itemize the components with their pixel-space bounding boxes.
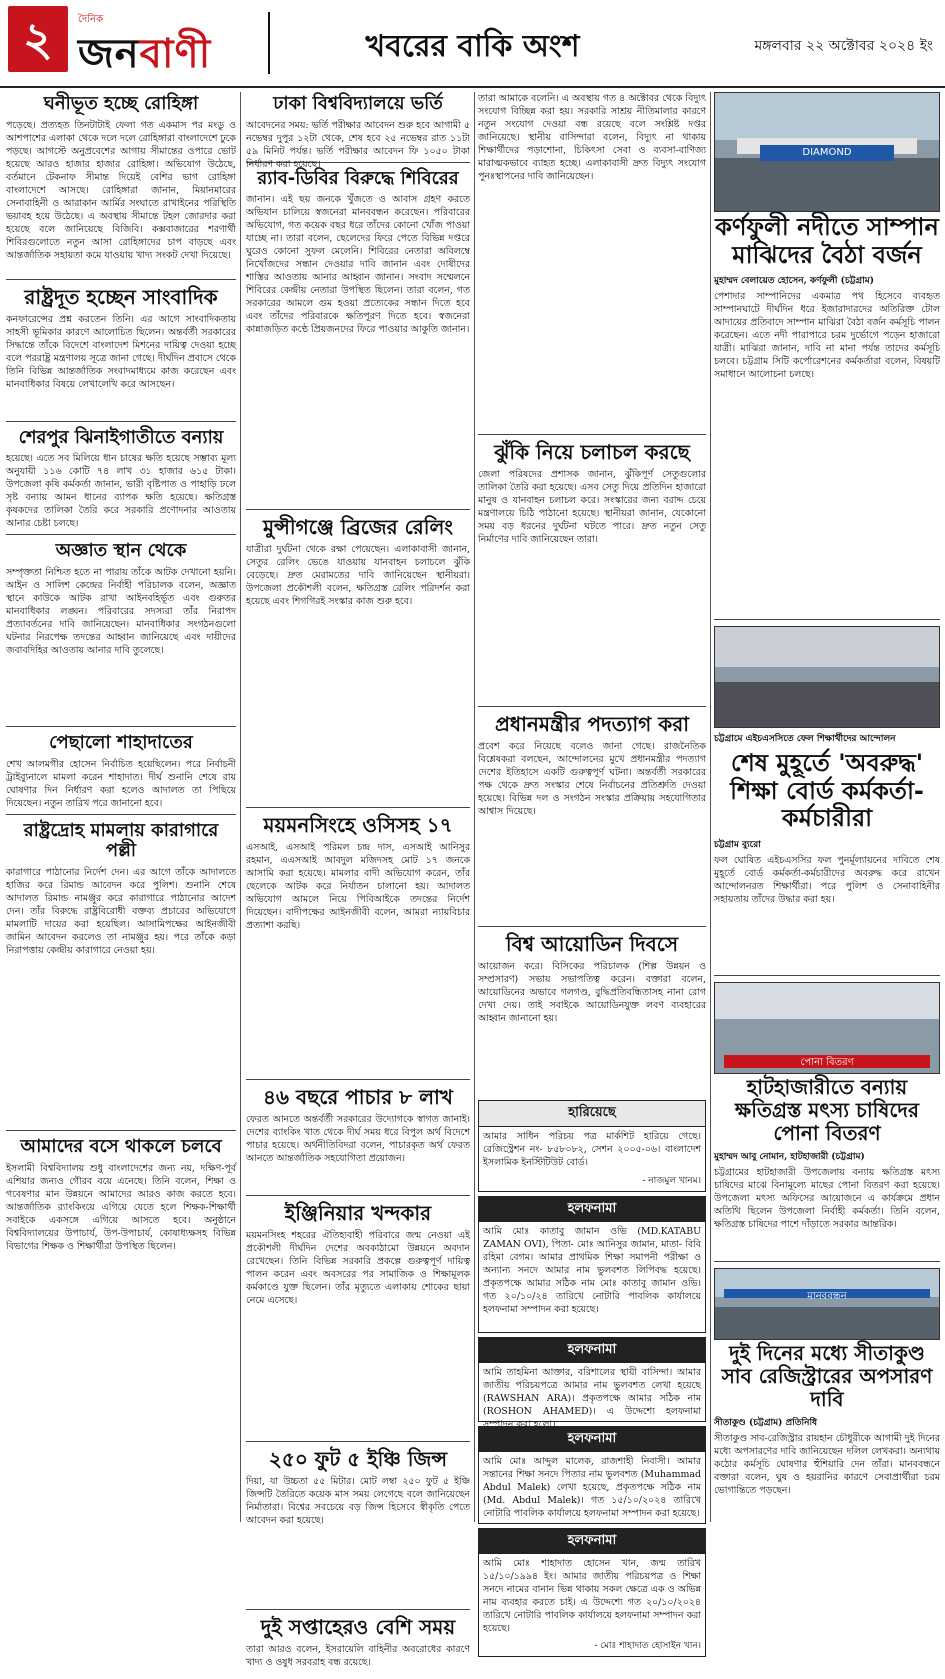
notice-signature: - মোঃ শাহাদাত হোসাইন খান। xyxy=(594,1641,701,1651)
headline: র‍্যাব-ডিবির বিরুদ্ধে শিবিরের xyxy=(257,167,459,189)
notice-header: হারিয়েছে xyxy=(479,1101,705,1127)
story-body: ময়মনসিংহ শহরের ঐতিহ্যবাহী পরিবারে জন্ম নেওয়া এই প্রকৌশলী দীর্ঘদিন দেশের অবকাঠামো উন্নয়নে অবদান রেখেছেন। তিনি বিভিন্ন সরকারি প্রকল্পে গুরুত্বপূর্ণ দায়িত্ব পালন করেন এবং অবসরের পর সামাজিক ও শিক্ষামূলক কর্মকাণ্ডে যুক্ত ছিলেন। তাঁর মৃত্যুতে এলাকায় শোকের ছায়া নেমে এসেছে। xyxy=(246,1230,470,1307)
headline: বিশ্ব আয়োডিন দিবসে xyxy=(505,932,679,956)
notice-header: হলফনামা xyxy=(479,1338,705,1363)
notice-header: হলফনামা xyxy=(479,1197,705,1222)
headline: পেছালো শাহাদাতের xyxy=(49,732,193,754)
story-rab-db xyxy=(246,169,470,511)
story-continued xyxy=(478,92,706,435)
byline: মুহাম্মদ আবু নোমান, হাটহাজারী (চট্টগ্রাম) xyxy=(714,1151,865,1162)
photo-banner: মানববন্ধন xyxy=(724,1289,930,1299)
photo-fish-distribution xyxy=(714,982,940,1074)
story-body: চট্টগ্রামের হাটহাজারী উপজেলায় বন্যায় ক্ষতিগ্রস্ত মৎস্য চাষিদের মাঝে বিনামূল্যে মাছের পোনা বিতরণ করা হয়েছে। উপজেলা মৎস্য অফিসের আয়োজনে এ কার্যক্রমে প্রধান অতিথি ছিলেন উপজেলা নির্বাহী কর্মকর্তা। তিনি বলেন, ক্ষতিগ্রস্ত চাষিদের পাশে দাঁড়াতে সরকার আন্তরিক। xyxy=(714,1166,940,1230)
story-jeans xyxy=(246,1448,470,1610)
headline: ২৫০ ফুট ৫ ইঞ্চি জিন্স xyxy=(268,1447,448,1472)
story-body: সীতাকুণ্ড সাব-রেজিস্ট্রার রায়হান চৌধুরীকে আগামী দুই দিনের মধ্যে অপসারণের দাবি জানিয়েছেন দলিল লেখকরা। অন্যথায় কঠোর কর্মসূচি ঘোষণার হুঁশিয়ারি দেন তাঁরা। মানববন্ধনে বক্তারা বলেন, ঘুষ ও হয়রানির কারণে সেবাপ্রার্থীরা চরম ভোগান্তিতে পড়ছেন। xyxy=(714,1432,940,1496)
headline: প্রধানমন্ত্রীর পদত্যাগ করা xyxy=(494,712,690,736)
photo-banner: পোনা বিতরণ xyxy=(724,1055,930,1068)
story-body: ইসলামী বিশ্ববিদ্যালয় শুধু বাংলাদেশের জন্য নয়, দক্ষিণ-পূর্ব এশিয়ার জন্যও গৌরব বয়ে এনেছে। তিনি বলেন, শিক্ষা ও গবেষণার মান উন্নয়নে আমাদের আরও কাজ করতে হবে। আন্তর্জাতিক র‍্যাংকিংয়ে এগিয়ে যেতে হলে শিক্ষক-শিক্ষার্থী সবাইকে একসঙ্গে এগিয়ে আসতে হবে। অনুষ্ঠানে বিশ্ববিদ্যালয়ের উপাচার্য, উপ-উপাচার্য, কোষাধ্যক্ষসহ বিভিন্ন বিভাগের শিক্ষক ও শিক্ষার্থীরা উপস্থিত ছিলেন। xyxy=(6,1162,236,1252)
story-body: কনফারেন্সের প্রশ্ন করতেন তিনি। এর আগে সাংবাদিকতায় সাহসী ভূমিকার কারণে আলোচিত ছিলেন। অন্তর্বর্তী সরকারের সিদ্ধান্তে তাঁকে বিদেশে বাংলাদেশ মিশনের দায়িত্ব দেওয়া হচ্ছে বলে পররাষ্ট্র মন্ত্রণালয় সূত্রে জানা গেছে। দীর্ঘদিন প্রবাসে থেকে তিনি বিভিন্ন আন্তর্জাতিক সংবাদমাধ্যমে কাজ করেছেন এবং মানবাধিকার বিষয়ে লেখালেখি করে আসছেন। xyxy=(6,313,236,390)
masthead xyxy=(0,0,945,88)
headline: রাষ্ট্রদ্রোহ মামলায় কারাগারে পল্লী xyxy=(23,819,219,862)
story-body: তারা আমাকে বলেনি। এ অবস্থায় গত ৪ অক্টোবর থেকে বিদ্যুৎ সংযোগ বিচ্ছিন্ন করা হয়। সরকারি সাশ্রয় নীতিমালার কারণে নতুন সংযোগ দেওয়া বন্ধ রয়েছে বলে সংশ্লিষ্ট দপ্তর জানিয়েছে। স্থানীয় বাসিন্দারা বলেন, বিদ্যুৎ না থাকায় শিক্ষার্থীদের পড়াশোনা, চিকিৎসা সেবা ও ব্যবসা-বাণিজ্য মারাত্মকভাবে ব্যাহত হচ্ছে। এলাকাবাসী দ্রুত বিদ্যুৎ সংযোগ পুনঃস্থাপনের দাবি জানিয়েছেন। xyxy=(478,93,706,182)
brand-prefix: দৈনিক xyxy=(78,14,104,25)
story-body: আবেদনের সময়: ভর্তি পরীক্ষার আবেদন শুরু হবে আগামী ৫ নভেম্বর দুপুর ১২টা থেকে, শেষ হবে ২৫ নভেম্বর রাত ১১টা ৫৯ মিনিট পর্যন্ত। ভর্তি পরীক্ষার আবেদন ফি ১০৫০ টাকা নির্ধারণ করা হয়েছে। xyxy=(246,119,470,170)
story-body: শেখ আলমগীর হোসেন নির্বাচিত হয়েছিলেন। পরে নির্বাচনী ট্রাইব্যুনালে মামলা করেন শাহাদাত। দীর্ঘ শুনানি শেষে রায় ঘোষণার দিন নির্ধারণ করা হলেও আদালত তা পিছিয়ে দিয়েছেন। নতুন তারিখ পরে জানানো হবে। xyxy=(6,758,236,809)
headline: ৪৬ বছরে পাচার ৮ লাখ xyxy=(263,1085,453,1110)
story-body: হয়েছে। এতে সব মিলিয়ে ধান চাষের ক্ষতি হয়েছে সম্ভাব্য মূল্য অনুযায়ী ১১৬ কোটি ৭৪ লাখ ৩১ হাজার ৬১৫ টাকা। উপজেলা কৃষি কর্মকর্তা জানান, ভারী বৃষ্টিপাত ও পাহাড়ি ঢলে সৃষ্ট বন্যায় আমন ধানের ব্যাপক ক্ষতি হয়েছে। ক্ষতিগ্রস্ত কৃষকদের তালিকা তৈরি করে সরকারি প্রণোদনার আওতায় আনার চেষ্টা চলছে। xyxy=(6,453,236,530)
story-body: আয়োজন করে। বিসিকের পরিচালক (শিল্প উন্নয়ন ও সম্প্রসারণ) সভায় সভাপতিত্ব করেন। বক্তারা বলেন, আয়োডিনের অভাবে গলগণ্ড, বুদ্ধিপ্রতিবন্ধিতাসহ নানা রোগ দেখা দেয়। তাই সবাইকে আয়োডিনযুক্ত লবণ ব্যবহারের আহ্বান জানানো হয়। xyxy=(478,961,706,1024)
column-3 xyxy=(478,92,706,1661)
story-bridge-railing xyxy=(246,516,470,808)
story-body: সম্পৃক্ততা নিশ্চিত হতে না পারায় তাঁকে আটক দেখানো হয়নি। আইন ও সালিশ কেন্দ্রের নির্বাহী পরিচালক বলেন, অজ্ঞাত স্থানে কাউকে আটক রাখা আইনবহির্ভূত এবং গুরুতর মানবাধিকার লঙ্ঘন। পরিবারের সদস্যরা তাঁর নিরাপদ প্রত্যাবর্তনের দাবি জানিয়েছেন। মানবাধিকার সংগঠনগুলো ঘটনার নিরপেক্ষ তদন্তের আহ্বান জানিয়েছে এবং দায়ীদের জবাবদিহির আওতায় আনার দাবি তুলেছে। xyxy=(6,567,236,657)
story-pm-resign xyxy=(478,713,706,927)
story-body: এসআই, এসআই পরিমল চন্দ্র দাস, এসআই আনিসুর রহমান, এএসআই আবদুল মজিদসহ মোট ১৭ জনকে আসামি করা হয়েছে। মামলার বাদী অভিযোগ করেন, তাঁর ছেলেকে আটক করে নির্যাতন চালানো হয়। আদালত অভিযোগ আমলে নিয়ে পিবিআইকে তদন্তের নির্দেশ দিয়েছেন। বাদীপক্ষের আইনজীবী বলেন, আমরা ন্যায়বিচার প্রত্যাশা করছি। xyxy=(246,842,470,932)
story-body: ফল ঘোষিত এইচএসসির ফল পুনর্মূল্যায়নের দাবিতে শেষ মুহূর্তে বোর্ড কর্মকর্তা-কর্মচারীদের অবরুদ্ধ করে রাখেন আন্দোলনরত শিক্ষার্থীরা। পরে পুলিশ ও সেনাবাহিনীর সহায়তায় তাঁদের উদ্ধার করা হয়। xyxy=(714,854,940,905)
notice-body: আমি মোঃ শাহাদাত হোসেন খান, জন্ম তারিখ ১৫/১০/১৯৯৪ ইং। আমার জাতীয় পরিচয়পত্র ও শিক্ষা সনদে নামের বানান ভিন্ন থাকায় সকল ক্ষেত্রে এক ও অভিন্ন নাম ব্যবহার করতে চাই। এ উদ্দেশ্যে গত ২০/১০/২০২৪ তারিখে নোটারি পাবলিক কার্যালয়ে হলফনামা সম্পাদন করা হয়েছে। xyxy=(483,1558,701,1634)
brand-part-1: জন xyxy=(78,31,140,77)
headline: অজ্ঞাত স্থান থেকে xyxy=(55,540,187,562)
story-rohingya xyxy=(6,94,236,280)
story-body: প্রবেশ করে নিয়েছে বলেও জানা গেছে। রাজনৈতিক বিশ্লেষকরা বলছেন, আন্দোলনের মুখে প্রধানমন্ত্রীর পদত্যাগ দেশের ইতিহাসে একটি গুরুত্বপূর্ণ ঘটনা। অন্তর্বর্তী সরকারের পক্ষ থেকে দ্রুত সংস্কার শেষে নির্বাচনের প্রতিশ্রুতি দেওয়া হয়েছে। বিভিন্ন দল ও সংগঠন সংস্কার প্রক্রিয়ায় সহযোগিতার আশ্বাস দিয়েছে। xyxy=(478,741,706,817)
headline: ঘনীভূত হচ্ছে রোহিঙ্গা xyxy=(43,93,199,114)
photo-karnaphuli xyxy=(714,92,940,212)
story-body: যাত্রীরা দুর্ঘটনা থেকে রক্ষা পেয়েছেন। এলাকাবাসী জানান, সেতুর রেলিং ভেঙে যাওয়ায় যানবাহন চলাচলে ঝুঁকি বেড়েছে। দ্রুত মেরামতের দাবি জানিয়েছেন স্থানীয়রা। উপজেলা প্রকৌশলী বলেন, ক্ষতিগ্রস্ত রেলিং পরিদর্শন করা হয়েছে এবং শিগগিরই সংস্কার কাজ শুরু হবে। xyxy=(246,544,470,608)
notice-body: আমার সাধিন পরিচয় পত্র মার্কশিট হারিয়ে গেছে। রেজিস্ট্রেশন নং- ৮৫৮০৮২, সেশন ২০০৫-০৬। বাংলাদেশ ইসলামিক ইনস্টিটিউট বোর্ড। xyxy=(483,1131,701,1168)
notice-body: আমি মোঃ কাতাবু জামান ওভি (MD.KATABU ZAMAN OVI), পিতা- মোঃ আনিসুর জামান, মাতা- বিবি রহিমা বেগম। আমার প্রাথমিক শিক্ষা সমাপনী পরীক্ষা ও অন্যান্য সনদে আমার নাম ভুলবশত লিপিবদ্ধ হয়েছে। প্রকৃতপক্ষে আমার সঠিক নাম মোঃ কাতাবু জামান ওভি। গত ২০/১০/২৪ তারিখে নোটারি পাবলিক কার্যালয়ে হলফনামা সম্পাদন করা হয়েছে। xyxy=(483,1226,701,1315)
headline: আমাদের বসে থাকলে চলবে xyxy=(20,1136,222,1158)
story-karnaphuli xyxy=(714,214,940,620)
story-money-laundering xyxy=(246,1086,470,1196)
affidavit-notice xyxy=(478,1426,706,1524)
story-hsc-board xyxy=(714,750,940,976)
lost-notice xyxy=(478,1100,706,1192)
byline: চট্টগ্রাম ব্যুরো xyxy=(714,839,761,850)
page-number: ২ xyxy=(8,6,68,72)
affidavit-notice xyxy=(478,1196,706,1333)
headline: মুন্সীগঞ্জে ব্রিজের রেলিং xyxy=(263,515,453,540)
story-mymensingh-oc xyxy=(246,814,470,1080)
headline: শেষ মুহূর্তে 'অবরুদ্ধ' শিক্ষা বোর্ড কর্মকর্তা-কর্মচারীরা xyxy=(730,749,924,833)
photo-hsc-protest xyxy=(714,626,940,728)
photo-human-chain xyxy=(714,1268,940,1340)
column-divider xyxy=(710,92,711,1522)
story-ambassador xyxy=(6,286,236,422)
story-body: জানান। এই ছয় জনকে খুঁজতে ও আবাস গ্রহণ করতে অভিযান চালিয়ে স্বজনেরা মানববন্ধন করেছেন। পরিবারের অভিযোগ, গত কয়েক বছর ধরে তাঁদের কোনো খোঁজ পাওয়া যাচ্ছে না। তারা বলেন, ছেলেদের ফিরে পেতে বিভিন্ন দপ্তরে ঘুরেও কোনো সুফল মেলেনি। শিবিরের নেতারা অবিলম্বে নিখোঁজদের সন্ধান দেওয়ার দাবি জানান এবং দোষীদের শাস্তির আওতায় আনার আহ্বান জানান। সংবাদ সম্মেলনে শিবিরের কেন্দ্রীয় নেতারা উপস্থিত ছিলেন। তারা বলেন, গত সরকারের আমলে গুম হওয়া প্রত্যেকের সন্ধান দিতে হবে এবং তাঁদের পরিবারকে ক্ষতিপূরণ দিতে হবে। স্বজনেরা কান্নাজড়িত কণ্ঠে প্রিয়জনদের ফিরে পাওয়ার আকুতি জানান। xyxy=(246,194,470,336)
column-1 xyxy=(6,92,236,1458)
byline: সীতাকুণ্ড (চট্টগ্রাম) প্রতিনিধি xyxy=(714,1417,818,1428)
column-divider xyxy=(240,92,241,1522)
story-body: কারাগারে পাঠানোর নির্দেশ দেন। এর আগে তাঁকে আদালতে হাজির করে রিমান্ড আবেদন করে পুলিশ। শুনানি শেষে আদালত রিমান্ড নামঞ্জুর করে কারাগারে পাঠানোর আদেশ দেন। তাঁর বিরুদ্ধে রাষ্ট্রবিরোধী বক্তব্য প্রচারের অভিযোগে মামলাটি দায়ের করা হয়েছিল। আসামিপক্ষের আইনজীবী জামিন আবেদন করলেও তা নামঞ্জুর হয়। পরে তাঁকে কড়া নিরাপত্তায় কেন্দ্রীয় কারাগারে নেওয়া হয়। xyxy=(6,867,236,957)
story-iodine-day xyxy=(478,933,706,1094)
headline: হাটহাজারীতে বন্যায় ক্ষতিগ্রস্ত মৎস্য চাষিদের পোনা বিতরণ xyxy=(735,1074,919,1145)
brand-part-2: বাণী xyxy=(139,31,212,77)
column-divider xyxy=(474,92,475,1522)
story-shahadat xyxy=(6,733,236,815)
story-sherpur xyxy=(6,428,236,536)
headline: ঢাকা বিশ্ববিদ্যালয়ে ভর্তি xyxy=(273,93,443,114)
photo-caption: চট্টগ্রামে এইচএসসিতে ফেল শিক্ষার্থীদের আন্দোলন xyxy=(714,734,896,745)
headline: ময়মনসিংহে ওসিসহ ১৭ xyxy=(263,813,453,838)
issue-date: মঙ্গলবার ২২ অক্টোবর ২০২৪ ইং xyxy=(754,38,933,54)
story-body: পেশাদার সাম্পানিদের একমাত্র পথ হিসেবে ব্যবহৃত সাম্পানঘাটে দীর্ঘদিন ধরে ইজারাদারদের অতিরিক্ত টোল আদায়ের প্রতিবাদে সাম্পান মাঝিরা বৈঠা বর্জন কর্মসূচি পালন করেছেন। এতে নদী পারাপারে চরম দুর্ভোগে পড়েন হাজারো যাত্রী। মাঝিরা জানান, দাবি না মানা পর্যন্ত তাদের কর্মসূচি চলবে। চট্টগ্রাম সিটি কর্পোরেশনের কর্মকর্তারা বলেন, বিষয়টি সমাধানে আলোচনা চলছে। xyxy=(714,291,940,381)
story-body: পড়েছে। প্রত্যহত তিনটাটাই ফেলা গত একমাস পর মংডু ও আশপাশের এলাকা থেকে দলে দলে রোহিঙ্গারা বাংলাদেশে ঢুকে পড়ছে। আগস্টে অনুপ্রবেশের আগায় সীমান্তের ওপারে ভোট হয়েছে আরও হাজার হাজার রোহিঙ্গা। অভিযোগ উঠেছে, বর্তমানে টেকনাফ সীমান্ত দিয়েই বেশির ভাগ রোহিঙ্গা বাংলাদেশে আসছে। রোহিঙ্গারা জানান, মিয়ানমারের সেনাবাহিনী ও আরাকান আর্মির সংঘাতে রাখাইনের পরিস্থিতি ভয়াবহ হয়ে উঠেছে। এ অবস্থায় সীমান্তে টহল জোরদার করা হয়েছে বলে জানিয়েছে বিজিবি। কক্সবাজারের শরণার্থী শিবিরগুলোতে নতুন আসা রোহিঙ্গাদের চাপ বাড়ছে এবং আন্তর্জাতিক সহায়তা কমে যাওয়ায় খাদ্য সংকট দেখা দিয়েছে। xyxy=(6,119,236,261)
headline: ঝুঁকি নিয়ে চলাচল করছে xyxy=(494,440,690,464)
notice-header: হলফনামা xyxy=(479,1427,705,1452)
notice-body: আমি মোঃ আব্দুল মালেক, রাজশাহী নিবাসী। আমার সন্তানের শিক্ষা সনদে পিতার নাম ভুলবশত (Muhammad Abdul Malek) লেখা হয়েছে, প্রকৃতপক্ষে সঠিক নাম (Md. Abdul Malek)। গত ১৫/১০/২০২৪ তারিখে নোটারি পাবলিক কার্যালয়ে হলফনামা সম্পাদন করা হয়েছে। xyxy=(483,1456,701,1519)
story-body: জেলা পরিষদের প্রশাসক জানান, ঝুঁকিপূর্ণ সেতুগুলোর তালিকা তৈরি করা হয়েছে। এসব সেতু দিয়ে প্রতিদিন হাজারো মানুষ ও যানবাহন চলাচল করে। সংস্কারের জন্য বরাদ্দ চেয়ে মন্ত্রণালয়ে চিঠি পাঠানো হয়েছে। স্থানীয়রা জানান, যেকোনো সময় বড় ধরনের দুর্ঘটনা ঘটতে পারে। দ্রুত নতুন সেতু নির্মাণের দাবি জানিয়েছেন তারা। xyxy=(478,469,706,545)
byline: মুহাম্মদ বেলায়েত হোসেন, কর্ণফুলী (চট্টগ্রাম) xyxy=(714,276,874,287)
headline: ইঞ্জিনিয়ার খন্দকার xyxy=(284,1201,432,1226)
headline: শেরপুর ঝিনাইগাতীতে বন্যায় xyxy=(18,426,224,448)
headline: দুই দিনের মধ্যে সীতাকুণ্ড সাব রেজিস্ট্রারের অপসারণ দাবি xyxy=(721,1340,933,1411)
story-body: তারা আরও বলেন, ইসরায়েলি বাহিনীর অবরোধের কারণে খাদ্য ও ওষুধ সরবরাহ বন্ধ রয়েছে। xyxy=(246,1644,470,1669)
headline: রাষ্ট্রদূত হচ্ছেন সাংবাদিক xyxy=(24,284,218,309)
story-risky-crossing xyxy=(478,441,706,707)
affidavit-notice xyxy=(478,1528,706,1657)
photo-banner: DIAMOND xyxy=(760,145,894,162)
story-body: ফেরত আনতে অন্তর্বর্তী সরকারের উদ্যোগকে স্বাগত জানাই। দেশের ব্যাংকিং খাত থেকে দীর্ঘ সময় ধরে বিপুল অর্থ বিদেশে পাচার হয়েছে। অর্থনীতিবিদরা বলেন, পাচারকৃত অর্থ ফেরত আনতে আন্তর্জাতিক সহযোগিতা প্রয়োজন। xyxy=(246,1114,470,1165)
notice-signature: - নাজমুল খানম। xyxy=(642,1176,701,1186)
story-unknown-place xyxy=(6,541,236,727)
headline: দুই সপ্তাহেরও বেশি সময় xyxy=(260,1615,456,1640)
notice-body: আমি তাহমিনা আক্তার, বরিশালের স্থায়ী বাসিন্দা। আমার জাতীয় পরিচয়পত্রে আমার নাম ভুলবশত লেখা হয়েছে (RAWSHAN ARA)। প্রকৃতপক্ষে আমার সঠিক নাম (ROSHON AHAMED)। এ উদ্দেশ্যে হলফনামা সম্পাদন করা হলো। xyxy=(483,1367,701,1430)
story-sedition xyxy=(6,821,236,1131)
story-du-admission xyxy=(246,93,470,170)
story-engineer xyxy=(246,1202,470,1442)
section-title: খবরের বাকি অংশ xyxy=(365,29,580,64)
notice-header: হলফনামা xyxy=(479,1529,705,1554)
headline: কর্ণফুলী নদীতে সাম্পান মাঝিদের বৈঠা বর্জন xyxy=(715,213,939,269)
column-2 xyxy=(246,92,470,1679)
column-4 xyxy=(714,92,940,1546)
story-body: দিয়া, যা উচ্চতা ৫৫ মিটার। মোট লম্বা ২৫০ ফুট ৫ ইঞ্চি জিন্সটি তৈরিতে কয়েক মাস সময় লেগেছে বলে জানিয়েছেন নির্মাতারা। বিশ্বের সবচেয়ে বড় জিন্স হিসেবে স্বীকৃতি পেতে আবেদন করা হয়েছে। xyxy=(246,1476,470,1527)
affidavit-notice xyxy=(478,1337,706,1430)
story-bus xyxy=(6,1137,236,1452)
story-two-weeks xyxy=(246,1616,470,1673)
story-hathazari xyxy=(714,1076,940,1262)
story-sitakunda xyxy=(714,1342,940,1540)
